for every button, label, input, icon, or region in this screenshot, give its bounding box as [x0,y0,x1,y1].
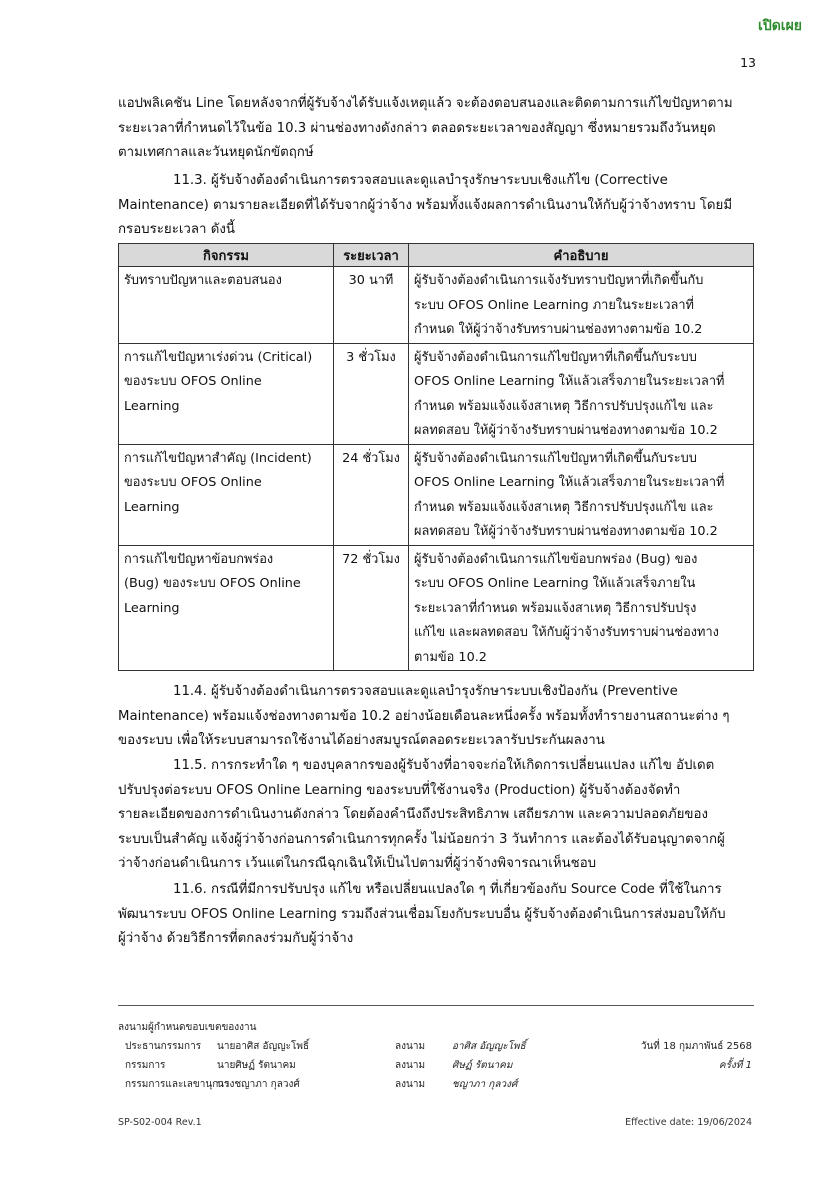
role-committee: กรรมการ [125,1060,166,1071]
cell-line: กำหนด พร้อมแจ้งแจ้งสาเหตุ วิธีการปรับปรุงแก้ไข และ [414,398,714,414]
cell-line: การแก้ไขปัญหาเร่งด่วน (Critical) [124,349,313,365]
signature-heading: ลงนามผู้กำหนดขอบเขตของงาน [118,1022,257,1033]
activity-cell [119,545,334,671]
intro-paragraph [118,92,754,166]
paragraph-line: Maintenance) พร้อมแจ้งช่องทางตามข้อ 10.2 อย่างน้อยเดือนละหนึ่งครั้ง พร้อมทั้งทำรายงานสถานะต่าง ๆ [118,708,730,724]
cell-line: ระบบ OFOS Online Learning ให้แล้วเสร็จภายใน [414,576,696,591]
table-header-row [119,244,754,267]
table-row [119,545,754,671]
description-cell [409,343,754,444]
paragraph-line: ระยะเวลาที่กำหนดไว้ในข้อ 10.3 ผ่านช่องทางดังกล่าว ตลอดระยะเวลาของสัญญา ซึ่งหมายรวมถึงวันหยุด [118,120,716,136]
signature-committee: ศิษฏ์ รัตนาคม [452,1060,513,1071]
duration-cell: 3 ชั่วโมง [334,343,409,444]
paragraph-line: 11.4. ผู้รับจ้างต้องดำเนินการตรวจสอบและดูแลบำรุงรักษาระบบเชิงป้องกัน (Preventive [173,684,678,699]
cell-line: กำหนด พร้อมแจ้งแจ้งสาเหตุ วิธีการปรับปรุงแก้ไข และ [414,499,714,515]
cell-line: ผลทดสอบ ให้ผู้ว่าจ้างรับทราบผ่านช่องทางตามข้อ 10.2 [414,524,718,539]
cell-line: รับทราบปัญหาและตอบสนอง [124,273,282,288]
sign-label: ลงนาม [395,1079,426,1090]
table-row [119,267,754,344]
paragraph-11-6 [118,878,754,952]
paragraph-line: ตามเทศกาลและวันหยุดนักขัตฤกษ์ [118,145,314,160]
signature-date: วันที่ 18 กุมภาพันธ์ 2568 [640,1041,752,1052]
signature-secretary: ชญาภา กุลวงศ์ [452,1079,518,1090]
cell-line: แก้ไข และผลทดสอบ ให้กับผู้ว่าจ้างรับทราบผ่านช่องทาง [414,625,719,640]
description-cell [409,444,754,545]
activity-cell [119,343,334,444]
cell-line: OFOS Online Learning ให้แล้วเสร็จภายในระยะเวลาที่ [414,475,725,490]
paragraph-line: รายละเอียดของการดำเนินงานดังกล่าว โดยต้องคำนึงถึงประสิทธิภาพ เสถียรภาพ และความปลอดภัยของ [118,807,709,822]
sla-table [118,243,754,671]
sign-label: ลงนาม [395,1041,426,1052]
paragraph-line: ว่าจ้างก่อนดำเนินการ เว้นแต่ในกรณีฉุกเฉินให้เป็นไปตามที่ผู้ว่าจ้างพิจารณาเห็นชอบ [118,856,597,871]
table-row [119,343,754,444]
sign-label: ลงนาม [395,1060,426,1071]
paragraph-line: กรอบระยะเวลา ดังนี้ [118,222,235,237]
cell-line: ระบบ OFOS Online Learning ภายในระยะเวลาที่ [414,297,694,313]
table-row [119,444,754,545]
activity-cell [119,444,334,545]
signature-chairman: อาศิส อัญญะโพธิ์ [452,1041,526,1052]
cell-line: ระยะเวลาที่กำหนด พร้อมแจ้งสาเหตุ วิธีการปรับปรุง [414,600,697,616]
classification-label: เปิดเผย [758,18,802,34]
cell-line: Learning [124,499,180,515]
duration-cell: 72 ชั่วโมง [334,545,409,671]
paragraph-line: แอปพลิเคชัน Line โดยหลังจากที่ผู้รับจ้างได้รับแจ้งเหตุแล้ว จะต้องตอบสนองและติดตามการแก้ไขปัญหาตาม [118,96,733,111]
revision-count: ครั้งที่ 1 [718,1060,752,1071]
duration-cell: 24 ชั่วโมง [334,444,409,545]
paragraph-11-5 [118,754,754,877]
paragraph-line: ของระบบ เพื่อให้ระบบสามารถใช้งานได้อย่างสมบูรณ์ตลอดระยะเวลารับประกันผลงาน [118,733,605,748]
cell-line: ของระบบ OFOS Online [124,475,262,490]
name-committee: นายศิษฏ์ รัตนาคม [217,1060,296,1071]
cell-line: ผู้รับจ้างต้องดำเนินการแก้ไขปัญหาที่เกิดขึ้นกับระบบ [414,349,697,365]
activity-cell [119,267,334,344]
cell-line: ผู้รับจ้างต้องดำเนินการแจ้งรับทราบปัญหาที่เกิดขึ้นกับ [414,273,704,288]
role-chairman: ประธานกรรมการ [125,1041,202,1052]
role-secretary: กรรมการและเลขานุการ [125,1079,230,1090]
paragraph-line: ปรับปรุงต่อระบบ OFOS Online Learning ของระบบที่ใช้งานจริง (Production) ผู้รับจ้างต้องจัดทำ [118,782,681,798]
cell-line: ผู้รับจ้างต้องดำเนินการแก้ไขข้อบกพร่อง (Bug) ของ [414,551,698,567]
cell-line: ของระบบ OFOS Online [124,374,262,389]
name-chairman: นายอาศิส อัญญะโพธิ์ [217,1041,310,1052]
cell-line: ผลทดสอบ ให้ผู้ว่าจ้างรับทราบผ่านช่องทางตามข้อ 10.2 [414,423,718,438]
cell-line: ตามข้อ 10.2 [414,649,487,665]
paragraph-11-4 [118,680,754,754]
effective-date: Effective date: 19/06/2024 [625,1117,752,1128]
cell-line: (Bug) ของระบบ OFOS Online [124,576,301,591]
paragraph-line: ผู้ว่าจ้าง ด้วยวิธีการที่ตกลงร่วมกับผู้ว่าจ้าง [118,931,354,946]
page-number: 13 [740,55,756,70]
signature-divider [118,1005,754,1006]
paragraph-line: 11.6. กรณีที่มีการปรับปรุง แก้ไข หรือเปลี่ยนแปลงใด ๆ ที่เกี่ยวข้องกับ Source Code ที่ใช้ในการ [173,882,722,897]
cell-line: Learning [124,600,180,616]
cell-line: Learning [124,398,180,414]
paragraph-line: Maintenance) ตามรายละเอียดที่ได้รับจากผู้ว่าจ้าง พร้อมทั้งแจ้งผลการดำเนินงานให้กับผู้ว่าจ้างทราบ โดยมี [118,197,733,213]
paragraph-line: ระบบเป็นสำคัญ แจ้งผู้ว่าจ้างก่อนการดำเนินการทุกครั้ง ไม่น้อยกว่า 3 วันทำการ และต้องได้รับอนุญาตจากผู้ [118,831,725,847]
name-secretary: นางชญาภา กุลวงศ์ [217,1079,300,1090]
cell-line: ผู้รับจ้างต้องดำเนินการแก้ไขปัญหาที่เกิดขึ้นกับระบบ [414,450,697,466]
description-cell [409,545,754,671]
paragraph-line: 11.3. ผู้รับจ้างต้องดำเนินการตรวจสอบและดูแลบำรุงรักษาระบบเชิงแก้ไข (Corrective [173,173,668,188]
description-cell [409,267,754,344]
doc-code: SP-S02-004 Rev.1 [118,1117,202,1128]
cell-line: OFOS Online Learning ให้แล้วเสร็จภายในระยะเวลาที่ [414,374,725,389]
paragraph-line: 11.5. การกระทำใด ๆ ของบุคลากรของผู้รับจ้างที่อาจจะก่อให้เกิดการเปลี่ยนแปลง แก้ไข อัปเดต [173,758,715,773]
cell-line: กำหนด ให้ผู้ว่าจ้างรับทราบผ่านช่องทางตามข้อ 10.2 [414,322,703,337]
header-activity: กิจกรรม [119,244,334,267]
header-description: คำอธิบาย [409,244,754,267]
paragraph-line: พัฒนาระบบ OFOS Online Learning รวมถึงส่วนเชื่อมโยงกับระบบอื่น ผู้รับจ้างต้องดำเนินการส่งมอบให้กับ [118,906,726,922]
duration-cell: 30 นาที [334,267,409,344]
paragraph-11-3 [118,169,754,243]
header-duration: ระยะเวลา [334,244,409,267]
cell-line: การแก้ไขปัญหาข้อบกพร่อง [124,551,274,567]
cell-line: การแก้ไขปัญหาสำคัญ (Incident) [124,450,312,466]
